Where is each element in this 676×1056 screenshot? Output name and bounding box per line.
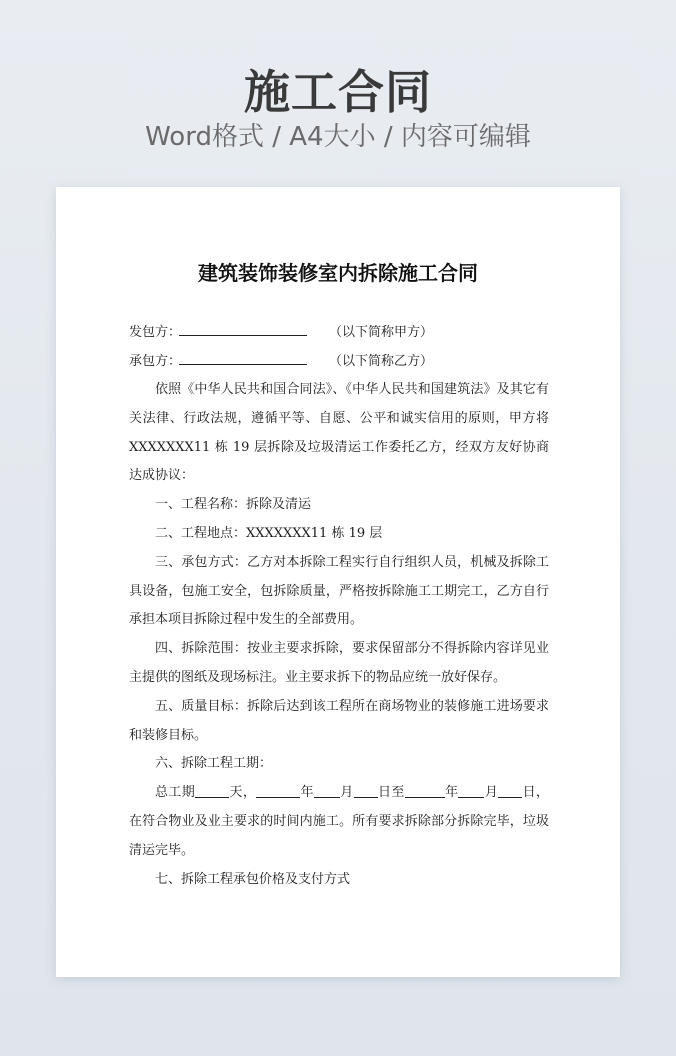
party-b-label: 承包方：	[129, 354, 182, 369]
clause-2: 二、工程地点：XXXXXXX11 栋 19 层	[155, 525, 383, 541]
clause-3: 三、承包方式：乙方对本拆除工程实行自行组织人员，机械及拆除工具设备，包施工安全，包拆除质量，严格按拆除施工工期完工，乙方自行承担本项目拆除过程中发生的全部费用。	[129, 554, 549, 628]
clause-5: 五、质量目标：拆除后达到该工程所在商场物业的装修施工进场要求和装修目标。	[129, 698, 549, 743]
schedule-day-to-label: 日至	[377, 785, 405, 801]
document-title: 建筑装饰装修室内拆除施工合同	[198, 261, 478, 285]
main-title: 施工合同	[244, 65, 432, 119]
schedule-paragraph	[129, 779, 549, 865]
end-day-blank[interactable]	[498, 783, 522, 798]
schedule-year2-label: 年	[444, 785, 459, 801]
subtitle: Word格式 / A4大小 / 内容可编辑	[145, 122, 531, 152]
schedule-day-end-label: 日，	[522, 785, 549, 801]
schedule-month1-label: 月	[339, 785, 354, 801]
party-a-line	[129, 320, 433, 342]
schedule-month2-label: 月	[484, 785, 499, 801]
start-year-blank[interactable]	[256, 783, 300, 798]
party-a-note: （以下简称甲方）	[329, 325, 434, 340]
start-month-blank[interactable]	[314, 783, 340, 798]
schedule-rest-text: 在符合物业及业主要求的时间内施工。所有要求拆除部分拆除完毕，垃圾清运完毕。	[129, 813, 549, 858]
page-header	[0, 0, 676, 186]
document-page	[56, 187, 620, 977]
total-days-blank[interactable]	[195, 783, 229, 798]
clause-6: 六、拆除工程工期：	[155, 756, 273, 772]
schedule-days-label: 天，	[229, 785, 257, 801]
end-month-blank[interactable]	[458, 783, 484, 798]
party-a-blank[interactable]	[179, 320, 307, 336]
clause-1: 一、工程名称：拆除及清运	[155, 497, 312, 513]
schedule-year1-label: 年	[300, 785, 314, 801]
schedule-total-label: 总工期	[155, 785, 196, 801]
clause-7: 七、拆除工程承包价格及支付方式	[155, 871, 351, 887]
start-day-blank[interactable]	[354, 783, 378, 798]
party-a-label: 发包方：	[129, 325, 182, 340]
intro-paragraph: 依照《中华人民共和国合同法》、《中华人民共和国建筑法》及其它有关法律、行政法规，遵循平等、自愿、公平和诚实信用的原则，甲方将XXXXXXX11 栋 19 层拆除及垃圾清运工作委托乙方，经双方友好协商达成协议：	[129, 382, 549, 484]
party-b-blank[interactable]	[179, 349, 307, 365]
party-b-line	[129, 349, 433, 371]
clause-4: 四、拆除范围：按业主要求拆除，要求保留部分不得拆除内容详见业主提供的图纸及现场标注。业主要求拆下的物品应统一放好保存。	[129, 641, 549, 685]
party-b-note: （以下简称乙方）	[329, 354, 434, 369]
document-body	[129, 376, 549, 894]
end-year-blank[interactable]	[405, 783, 445, 798]
